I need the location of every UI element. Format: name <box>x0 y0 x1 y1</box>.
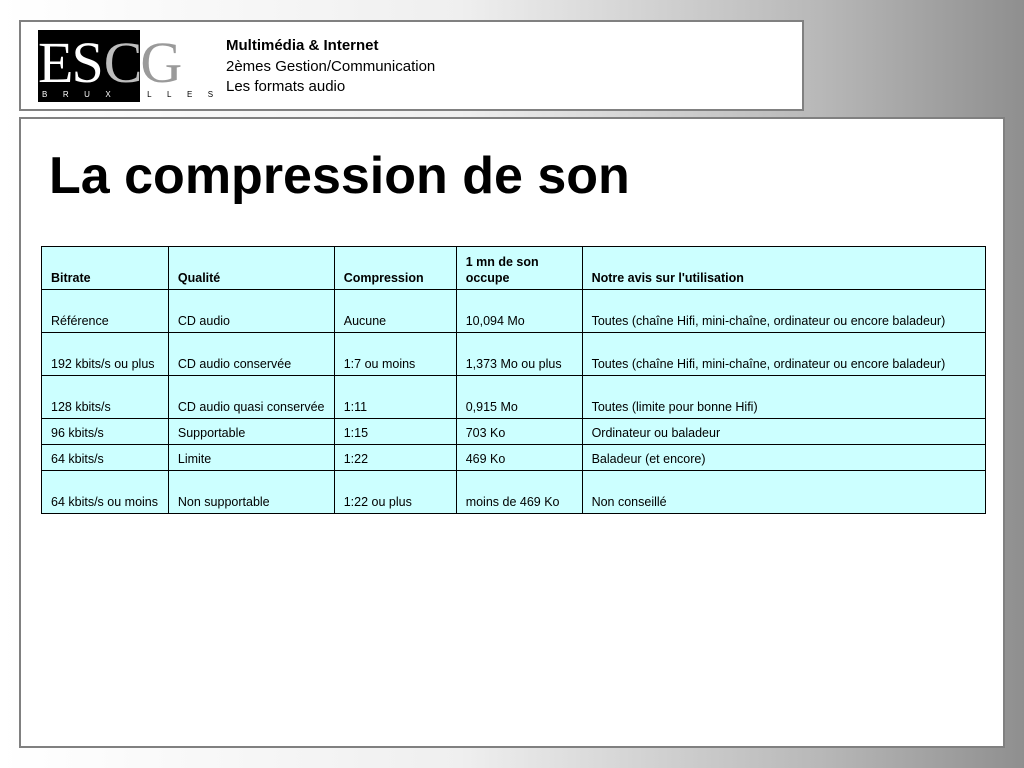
table-row <box>42 445 986 471</box>
logo-subtitle-left: BRUX <box>42 90 127 99</box>
course-title: Multimédia & Internet <box>226 37 379 54</box>
cell-usage: Toutes (limite pour bonne Hifi) <box>582 376 985 419</box>
cell-size: 703 Ko <box>456 419 582 445</box>
header-box <box>19 20 804 111</box>
table-row <box>42 333 986 376</box>
header-size-per-minute: 1 mn de son occupe <box>456 247 582 290</box>
cell-compression: 1:15 <box>334 419 456 445</box>
header-compression: Compression <box>334 247 456 290</box>
cell-bitrate: Référence <box>42 290 169 333</box>
cell-usage: Toutes (chaîne Hifi, mini-chaîne, ordinateur ou encore baladeur) <box>582 333 985 376</box>
cell-compression: 1:7 ou moins <box>334 333 456 376</box>
cell-qualite: CD audio conservée <box>168 333 334 376</box>
cell-qualite: Supportable <box>168 419 334 445</box>
cell-size: 469 Ko <box>456 445 582 471</box>
logo-letter-e: E <box>38 30 72 95</box>
cell-usage: Baladeur (et encore) <box>582 445 985 471</box>
header-qualite: Qualité <box>168 247 334 290</box>
cell-size: moins de 469 Ko <box>456 471 582 514</box>
table-row <box>42 376 986 419</box>
header-text <box>226 36 435 98</box>
cell-compression: 1:22 <box>334 445 456 471</box>
logo-letter-c: C <box>103 30 141 95</box>
cell-size: 0,915 Mo <box>456 376 582 419</box>
cell-size: 1,373 Mo ou plus <box>456 333 582 376</box>
header-usage-opinion: Notre avis sur l'utilisation <box>582 247 985 290</box>
escg-logo <box>38 30 229 102</box>
cell-bitrate: 96 kbits/s <box>42 419 169 445</box>
slide-content <box>19 117 1005 748</box>
table-row <box>42 419 986 445</box>
logo-subtitle-right: ELLES <box>126 90 229 99</box>
cell-bitrate: 64 kbits/s <box>42 445 169 471</box>
cell-bitrate: 128 kbits/s <box>42 376 169 419</box>
table-header-row <box>42 247 986 290</box>
logo-letter-g: G <box>140 30 181 95</box>
cell-compression: 1:11 <box>334 376 456 419</box>
cell-compression: 1:22 ou plus <box>334 471 456 514</box>
course-class: 2èmes Gestion/Communication <box>226 57 436 75</box>
cell-qualite: CD audio <box>168 290 334 333</box>
cell-qualite: CD audio quasi conservée <box>168 376 334 419</box>
cell-usage: Non conseillé <box>582 471 985 514</box>
cell-usage: Toutes (chaîne Hifi, mini-chaîne, ordinateur ou encore baladeur) <box>582 290 985 333</box>
logo-subtitle <box>42 90 229 99</box>
compression-table <box>41 246 986 514</box>
logo-letter-s: S <box>71 30 102 95</box>
cell-qualite: Non supportable <box>168 471 334 514</box>
cell-qualite: Limite <box>168 445 334 471</box>
table-row <box>42 471 986 514</box>
cell-bitrate: 64 kbits/s ou moins <box>42 471 169 514</box>
cell-usage: Ordinateur ou baladeur <box>582 419 985 445</box>
table-row <box>42 290 986 333</box>
logo-letters <box>38 32 200 94</box>
cell-compression: Aucune <box>334 290 456 333</box>
course-topic: Les formats audio <box>226 78 346 95</box>
header-bitrate: Bitrate <box>42 247 169 290</box>
cell-size: 10,094 Mo <box>456 290 582 333</box>
cell-bitrate: 192 kbits/s ou plus <box>42 333 169 376</box>
slide-title: La compression de son <box>49 147 630 205</box>
